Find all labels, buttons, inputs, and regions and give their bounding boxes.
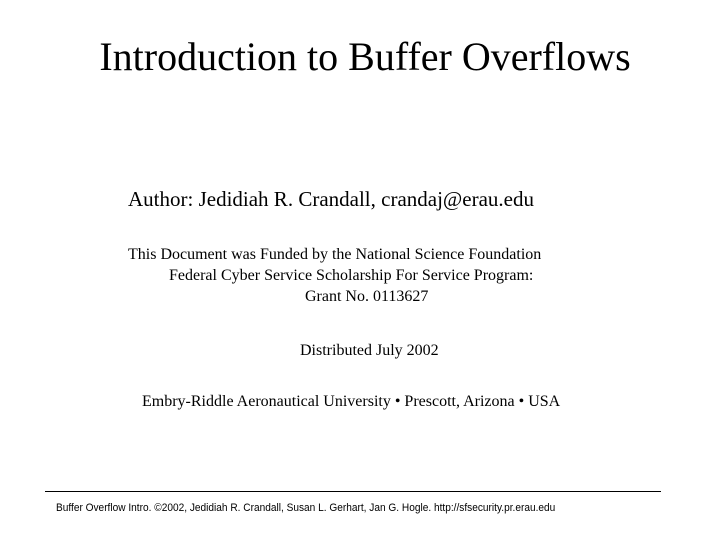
distribution-date: Distributed July 2002 — [300, 342, 439, 359]
funding-line-2: Federal Cyber Service Scholarship For Service Program: — [169, 267, 534, 284]
author-line: Author: Jedidiah R. Crandall, crandaj@erau.edu — [128, 187, 534, 211]
university-line: Embry-Riddle Aeronautical University • Prescott, Arizona • USA — [142, 393, 561, 410]
footer-divider — [45, 491, 661, 492]
funding-block — [128, 244, 628, 307]
footer-text: Buffer Overflow Intro. ©2002, Jedidiah R. Crandall, Susan L. Gerhart, Jan G. Hogle. http://sfsecurity.pr.erau.edu — [56, 502, 556, 514]
funding-line-1: This Document was Funded by the National Science Foundation — [128, 246, 542, 263]
slide-title: Introduction to Buffer Overflows — [99, 34, 631, 79]
funding-line-3: Grant No. 0113627 — [305, 288, 429, 305]
